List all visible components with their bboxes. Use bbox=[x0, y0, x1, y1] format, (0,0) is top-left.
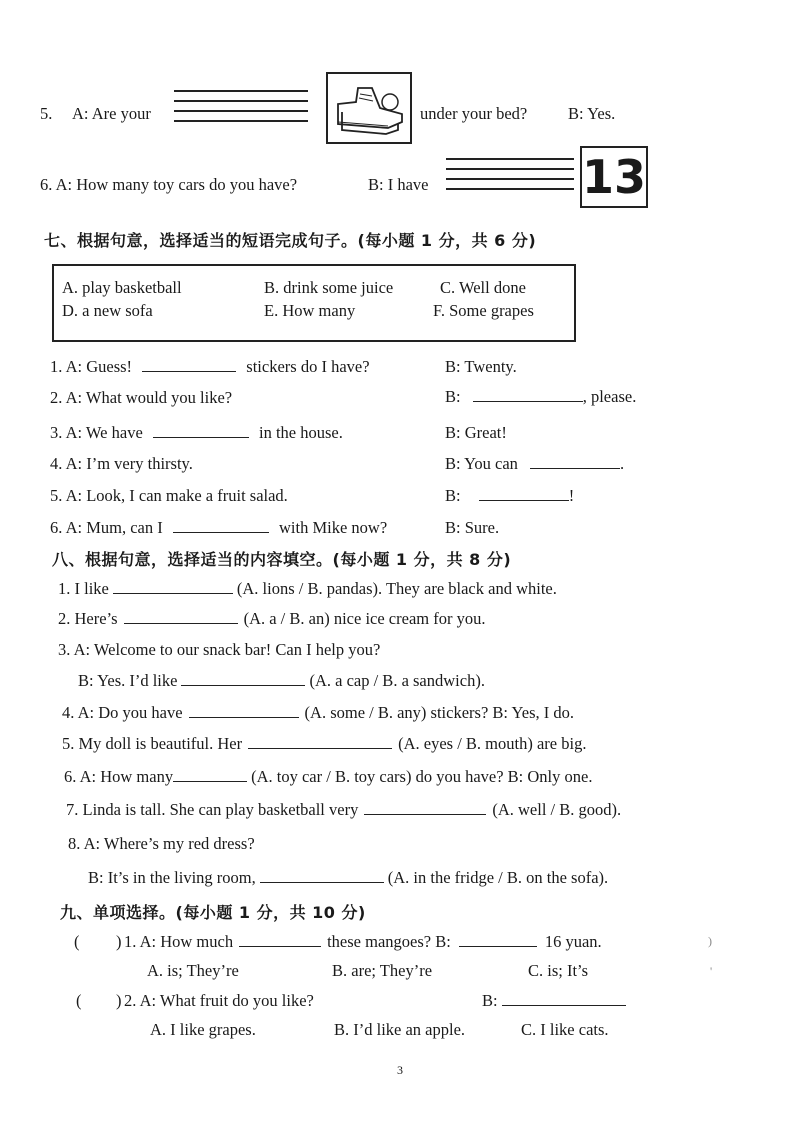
sneakers-icon bbox=[328, 74, 410, 142]
s7-q6-blank[interactable] bbox=[173, 518, 269, 533]
s7-q3-b: B: Great! bbox=[445, 423, 507, 442]
s7-q4-b-label: B: You can bbox=[445, 454, 518, 473]
option-f: F. Some grapes bbox=[433, 301, 534, 320]
option-e: E. How many bbox=[264, 301, 356, 320]
s8-q7-post: (A. well / B. good). bbox=[492, 800, 622, 819]
s7-q4-a: 4. A: I’m very thirsty. bbox=[50, 454, 193, 473]
s7-q4-b bbox=[445, 454, 624, 474]
s7-q3 bbox=[50, 423, 343, 443]
s7-q2-b-end: , please. bbox=[582, 387, 637, 406]
s7-q5-b bbox=[445, 486, 574, 506]
s7-q3-a-end: in the house. bbox=[259, 423, 343, 442]
s9-q2-prompt: 2. A: What fruit do you like? bbox=[124, 991, 314, 1010]
s9-q1-blank-a[interactable] bbox=[239, 932, 321, 947]
s8-q1-pre: 1. I like bbox=[58, 579, 109, 598]
s8-q2-post: (A. a / B. an) nice ice cream for you. bbox=[243, 609, 486, 628]
q5-answer: B: Yes. bbox=[568, 104, 616, 123]
q5-prompt: A: Are your bbox=[72, 104, 151, 123]
s8-q8-b-post: (A. in the fridge / B. on the sofa). bbox=[387, 868, 609, 887]
s8-q6-blank[interactable] bbox=[173, 767, 247, 782]
s8-q7-blank[interactable] bbox=[364, 800, 486, 815]
s8-q2 bbox=[58, 609, 485, 629]
s9-q2-b-label: B: bbox=[482, 991, 498, 1010]
margin-mark: ) bbox=[708, 934, 712, 948]
s9-q1-mid: these mangoes? B: bbox=[327, 932, 451, 951]
s8-q2-pre: 2. Here’s bbox=[58, 609, 118, 628]
s8-q3: 3. A: Welcome to our snack bar! Can I help you? bbox=[58, 640, 381, 659]
s8-q5-blank[interactable] bbox=[248, 734, 392, 749]
s7-q5-blank[interactable] bbox=[479, 486, 569, 501]
s7-q2-a: 2. A: What would you like? bbox=[50, 388, 233, 407]
s9-q1 bbox=[124, 932, 602, 952]
s9-q1-pre: 1. A: How much bbox=[124, 932, 234, 951]
q5-prompt-end: under your bed? bbox=[420, 104, 528, 123]
q5-number: 5. bbox=[40, 104, 53, 123]
s8-q5-pre: 5. My doll is beautiful. Her bbox=[62, 734, 243, 753]
section7-title: 七、根据句意，选择适当的短语完成句子。(每小题 1 分，共 6 分) bbox=[44, 231, 537, 250]
s8-q4 bbox=[62, 703, 574, 723]
s8-q6 bbox=[64, 767, 592, 787]
q6-prompt: 6. A: How many toy cars do you have? bbox=[40, 175, 298, 194]
s7-q6-a: 6. A: Mum, can I bbox=[50, 518, 163, 537]
s8-q3-b-post: (A. a cap / B. a sandwich). bbox=[309, 671, 485, 690]
s7-q5-b-end: ! bbox=[568, 486, 575, 505]
q5-write-lines[interactable] bbox=[174, 90, 308, 130]
s7-q4-b-end: . bbox=[620, 454, 625, 473]
s9-q1-choice-b[interactable]: B. are; They’re bbox=[332, 961, 433, 980]
s8-q3-blank[interactable] bbox=[181, 671, 305, 686]
s7-q6 bbox=[50, 518, 387, 538]
s9-q2-choice-a[interactable]: A. I like grapes. bbox=[150, 1020, 256, 1039]
margin-mark: ' bbox=[710, 964, 713, 978]
page-number: 3 bbox=[397, 1063, 403, 1077]
option-d: D. a new sofa bbox=[62, 301, 153, 320]
s9-q1-paren-close[interactable]: ) bbox=[116, 932, 122, 951]
s7-q2-b bbox=[445, 387, 636, 407]
s8-q4-pre: 4. A: Do you have bbox=[62, 703, 183, 722]
s7-q2-b-label: B: bbox=[445, 387, 461, 406]
s9-q2-paren-close[interactable]: ) bbox=[116, 991, 122, 1010]
s7-q1-blank[interactable] bbox=[142, 357, 236, 372]
s8-q8-blank[interactable] bbox=[260, 868, 384, 883]
s7-q2-blank[interactable] bbox=[473, 387, 583, 402]
s7-q6-a-end: with Mike now? bbox=[279, 518, 388, 537]
s7-q3-blank[interactable] bbox=[153, 423, 249, 438]
s8-q3-b bbox=[78, 671, 485, 691]
s7-q1 bbox=[50, 357, 370, 377]
s9-q1-choice-a[interactable]: A. is; They’re bbox=[147, 961, 239, 980]
q6-answer-start: B: I have bbox=[368, 175, 429, 194]
s8-q7 bbox=[66, 800, 621, 820]
s8-q3-b-pre: B: Yes. I’d like bbox=[78, 671, 178, 690]
s7-q1-b: B: Twenty. bbox=[445, 357, 517, 376]
s8-q2-blank[interactable] bbox=[124, 609, 238, 624]
s8-q7-pre: 7. Linda is tall. She can play basketball very bbox=[66, 800, 359, 819]
option-a: A. play basketball bbox=[62, 278, 182, 297]
sneakers-picture bbox=[326, 72, 412, 144]
s8-q1-blank[interactable] bbox=[113, 579, 233, 594]
s7-q1-a: 1. A: Guess! bbox=[50, 357, 133, 376]
s8-q5-post: (A. eyes / B. mouth) are big. bbox=[398, 734, 587, 753]
section8-title: 八、根据句意，选择适当的内容填空。(每小题 1 分，共 8 分) bbox=[52, 550, 512, 569]
q6-write-lines[interactable] bbox=[446, 158, 574, 198]
s8-q4-blank[interactable] bbox=[189, 703, 299, 718]
s9-q2-blank[interactable] bbox=[502, 991, 626, 1006]
s7-q4-blank[interactable] bbox=[530, 454, 620, 469]
s8-q8-b-pre: B: It’s in the living room, bbox=[88, 868, 256, 887]
option-b: B. drink some juice bbox=[264, 278, 394, 297]
s8-q8-b bbox=[88, 868, 608, 888]
s8-q4-post: (A. some / B. any) stickers? B: Yes, I do. bbox=[304, 703, 575, 722]
section9-title: 九、单项选择。(每小题 1 分，共 10 分) bbox=[60, 903, 366, 922]
s9-q2-paren-open[interactable]: ( bbox=[76, 991, 82, 1010]
s7-q6-b: B: Sure. bbox=[445, 518, 500, 537]
s9-q2-choice-c[interactable]: C. I like cats. bbox=[521, 1020, 609, 1039]
s7-q5-a: 5. A: Look, I can make a fruit salad. bbox=[50, 486, 288, 505]
s8-q6-pre: 6. A: How many bbox=[64, 767, 174, 786]
s9-q1-blank-b[interactable] bbox=[459, 932, 537, 947]
s7-q5-b-label: B: bbox=[445, 486, 461, 505]
s8-q6-post: (A. toy car / B. toy cars) do you have? B: Only one. bbox=[251, 767, 593, 786]
s8-q1 bbox=[58, 579, 557, 599]
s8-q8: 8. A: Where’s my red dress? bbox=[68, 834, 255, 853]
s9-q2-choice-b[interactable]: B. I’d like an apple. bbox=[334, 1020, 466, 1039]
s9-q2-b bbox=[482, 991, 626, 1011]
s8-q1-post: (A. lions / B. pandas). They are black and white. bbox=[236, 579, 557, 598]
s9-q1-post: 16 yuan. bbox=[544, 932, 602, 951]
s8-q5 bbox=[62, 734, 586, 754]
s9-q1-choice-c[interactable]: C. is; It’s bbox=[528, 961, 589, 980]
number-card: 13 bbox=[580, 146, 648, 208]
option-c: C. Well done bbox=[440, 278, 526, 297]
s7-q1-a-end: stickers do I have? bbox=[246, 357, 370, 376]
s7-q3-a: 3. A: We have bbox=[50, 423, 143, 442]
s9-q1-paren-open[interactable]: ( bbox=[74, 932, 80, 951]
